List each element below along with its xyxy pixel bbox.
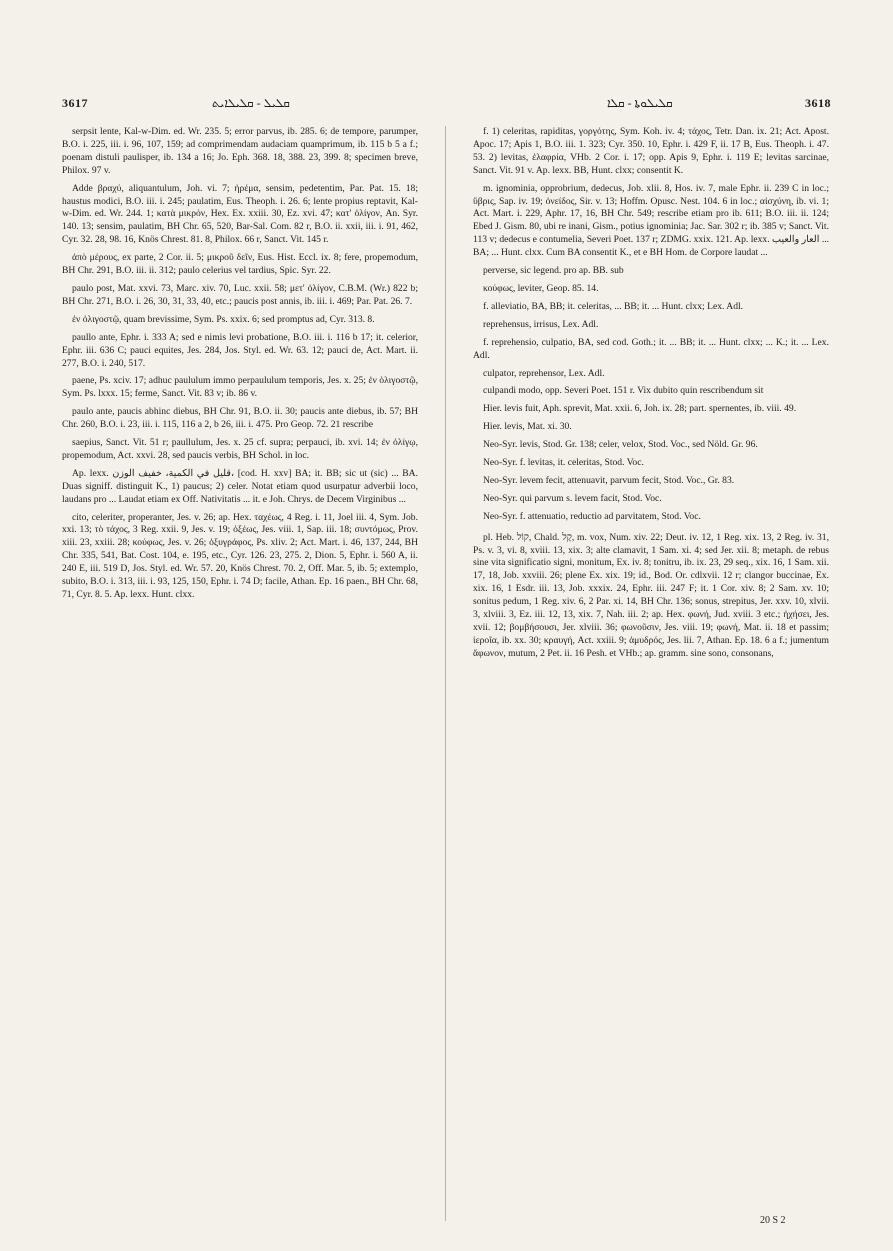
dictionary-entry: f. reprehensio, culpatio, BA, sed cod. Goth.; it. ... BB; it. ... Hunt. clxx; ... K.; it. ... Lex. Adl. <box>473 336 829 361</box>
left-page-number: 3617 <box>62 96 88 110</box>
dictionary-entry: Hier. levis fuit, Aph. sprevit, Mat. xxii. 6, Joh. ix. 28; part. spernentes, ib. viii. 49. <box>483 403 797 415</box>
dictionary-entry: culpator, reprehensor, Lex. Adl. <box>483 367 605 379</box>
right-running-title: ܩܠܝܠܘܬܐ - ܩܠܐ <box>607 96 673 110</box>
dictionary-entry: Hier. levis, Mat. xi. 30. <box>483 421 572 433</box>
dictionary-entry: f. alleviatio, BA, BB; it. celeritas, ... BB; it. ... Hunt. clxx; Lex. Adl. <box>483 300 744 312</box>
right-page-number: 3618 <box>805 96 831 110</box>
dictionary-entry: Neo-Syr. levis, Stod. Gr. 138; celer, velox, Stod. Voc., sed Nöld. Gr. 96. <box>483 439 758 451</box>
dictionary-entry: κούφως, leviter, Geop. 85. 14. <box>483 282 599 294</box>
dictionary-entry: culpandi modo, opp. Severi Poet. 151 r. Vix dubito quin rescribendum sit <box>483 385 764 397</box>
left-column <box>62 126 418 1216</box>
dictionary-entry: Adde βραχύ, aliquantulum, Joh. vi. 7; ἠρέμα, sensim, pedetentim, Par. Pat. 15. 18; haustus modici, B.O. iii. i. 245; paulatim, Eus. Theoph. i. 26. 6; lente propius reptavit, Kal-w-Dim. ed. Wr. 244. 1; κατὰ μικρόν, Hex. Ex. xxiii. 30, Ez. xvi. 47; κατ' ὀλίγον, An. Syr. 140. 13; sensim, paulatim, BH Chr. 65, 520, Bar-Sal. Com. 82 r, B.O. ii. xxii, iii. i. 91, 462, Cyr. 32. 28, 98. 16, Knös Chrest. 81. 8, Philox. 66 r, Sanct. Vit. 145 r. <box>62 182 418 246</box>
dictionary-entry: paulo ante, paucis abhinc diebus, BH Chr. 91, B.O. ii. 30; paucis ante diebus, ib. 57; BH Chr. 260, B.O. i. 23, iii. i. 115, 116 a 2, b 26, iii. i. 475. Pro Geop. 72. 21 rescribe <box>62 406 418 431</box>
dictionary-entry: saepius, Sanct. Vit. 51 r; paullulum, Jes. x. 25 cf. supra; perpauci, ib. xvi. 14; ἐν ὀλίγῳ, propemodum, Act. xxvi. 28, sed paucis verbis, BH Schol. in loc. <box>62 437 418 461</box>
dictionary-entry: Neo-Syr. qui parvum s. levem facit, Stod. Voc. <box>483 492 662 504</box>
dictionary-entry: Neo-Syr. f. levitas, it. celeritas, Stod. Voc. <box>483 457 644 469</box>
right-column <box>473 126 829 1216</box>
dictionary-entry: m. ignominia, opprobrium, dedecus, Job. xlii. 8, Hos. iv. 7, male Ephr. ii. 239 C in loc.; ὕβρις, Sap. iv. 19; ὀνείδος, Sir. v. 13; Hoffm. Opusc. Nest. 104. 6 in loc.; αἰσχύνη, ib. vi. 1; Act. Mart. i. 229, Aphr. 17, 16, BH Chr. 549; rescribe etiam pro ib. 611; B.O. iii. ii. 124; Ebed J. Gism. 80, ubi re inani, Gism., potius ignominia; Jac. Sar. 302 r; ib. 385 v; Sanct. Vit. 113 v; dedecus e contumelia, Severi Poet. 137 r; ZDMG. xxix. 121. Ap. lexx. العار والعيب ... BA; ... Hunt. clxx. Cum BA consentit K., et e BH Hom. de Corpore laudat ... <box>473 182 829 259</box>
dictionary-entry: ἐν ὀλιγοστῷ, quam brevissime, Sym. Ps. xxix. 6; sed promptus ad, Cyr. 313. 8. <box>72 313 375 325</box>
column-divider <box>445 126 446 1221</box>
dictionary-entry: paullo ante, Ephr. i. 333 A; sed e nimis levi probatione, B.O. iii. i. 116 b 17; it. celerior, Ephr. iii. 636 C; pauci equites, Jes. 284, Jos. Styl. ed. Wr. 63. 12; pauci de, Act. Mart. ii. 277, B.O. i. 240, 517. <box>62 331 418 369</box>
page-header <box>62 96 831 114</box>
dictionary-entry: serpsit lente, Kal-w-Dim. ed. Wr. 235. 5; error parvus, ib. 285. 6; de tempore, parumper, B.O. i. 225, iii. i. 96, 107, 159; ad comprimendam audaciam quamprimum, ib. 115 b 5 a f.; poenam distuli paulisper, ib. 134 a 16; Jo. Eph. 368. 18, 388. 23, 399. 8; specimen breve, Philox. 97 v. <box>62 126 418 176</box>
dictionary-entry: reprehensus, irrisus, Lex. Adl. <box>483 318 599 330</box>
dictionary-entry: ἀπὸ μέρους, ex parte, 2 Cor. ii. 5; μικροῦ δεῖν, Eus. Hist. Eccl. ix. 8; fere, propemodum, BH Chr. 291, B.O. iii. ii. 312; paulo celerius vel tardius, Spic. Syr. 22. <box>62 252 418 277</box>
dictionary-entry: Neo-Syr. f. attenuatio, reductio ad parvitatem, Stod. Voc. <box>483 510 701 522</box>
dictionary-entry: f. 1) celeritas, rapiditas, γοργότης, Sym. Koh. iv. 4; τάχος, Tetr. Dan. ix. 21; Act. Apost. Apoc. 17; Apis 1, B.O. iii. 1. 323; Cyr. 350. 10, Ephr. i. 429 F, ii. 17 B, Eus. Theoph. i. 47. 53. 2) levitas, ἐλαφρία, VHb. 2 Cor. i. 17; opp. Apis 9, Ephr. i. 119 E; levitas sarcinae, Sanct. Vit. 91 v. Ap. lexx. BB, Hunt. clxx; consentit K. <box>473 126 829 176</box>
dictionary-entry: Neo-Syr. levem fecit, attenuavit, parvum fecit, Stod. Voc., Gr. 83. <box>483 474 735 486</box>
dictionary-entry: paene, Ps. xciv. 17; adhuc paululum immo perpaululum temporis, Jes. x. 25; ἐν ὀλιγοστῷ, Sym. Ps. lxxx. 15; ferme, Sanct. Vit. 83 v; ib. 86 v. <box>62 375 418 400</box>
signature-mark: 20 S 2 <box>760 1215 786 1226</box>
lexicon-citation: Ap. lexx. قليل في الكمية، خفيف الوزن، [cod. H. xxv] BA; it. BB; sic ut (sic) ... BA. Duas signiff. distinguit K., 1) paucus; 2) celer. Notat etiam quod usurpatur adverbii loco, laudans pro ... Laudat etiam ex Off. Nativitatis ... it. e Joh. Chrys. de Decem Virginibus ... <box>62 467 418 505</box>
dictionary-entry: perverse, sic legend. pro ap. BB. sub <box>483 265 624 277</box>
dictionary-entry: paulo post, Mat. xxvi. 73, Marc. xiv. 70, Luc. xxii. 58; μετ' ὀλίγον, C.B.M. (Wr.) 822 b; BH Chr. 271, B.O. i. 26, 30, 31, 33, 40, etc.; paucis post annis, ib. iii. i. 469; Par. Pat. 26. 7. <box>62 282 418 307</box>
left-running-title: ܩܠܝܠ - ܩܠܝܠܐܝܬ <box>212 96 290 110</box>
dictionary-entry: pl. Heb. קוֹל, Chald. קָל, m. vox, Num. xiv. 22; Deut. iv. 12, 1 Reg. xix. 13, 2 Reg. iv. 31, Ps. v. 3, vi. 8, xviii. 13, xix. 3; alte clamavit, 1 Sam. xi. 4; sed Jer. xii. 8; metaph. de rebus sine vita significatio signi, monitum, Ex. iv. 8; tonitru, ib. ix. 23, 29 seq., xix. 16, 1 Sam. xii. 17, 18, Job. xxviii. 26; plene Ex. xix. 19; id., Bod. Or. cdlxvii. 12 r; clangor buccinae, Ex. xix. 16, 1 Esdr. iii. 13, Job. xxxix. 24, Ephr. iii. 247 F; it. 1 Cor. xiv. 8; 2 Sam. xv. 10; sonitus pedum, 1 Reg. xiv. 6, 2 Par. xi. 14, BH Chr. 136; sonus, strepitus, Jer. xxv. 10, xlvii. 3, xlviii. 3, Ez. iii. 12, 13, xix. 7, Nah. iii. 2; ap. Hex. φωνή, Jud. xviii. 3 etc.; ἠχήσει, Jes. xvii. 12; βομβήσουσι, Jer. xlviii. 36; φωνοῦσιν, Jes. viii. 19; φωνή, Mat. ii. 18 et passim; ἱεροῖα, ib. xx. 30; κραυγή, Act. xxiii. 9; ἀμυδρός, Jes. lii. 7, Athan. Ep. 18. 6 a f.; jumentum ἄφωνον, mutum, 2 Pet. ii. 16 Pesh. et VHb.; ap. gramm. sine sono, consonans, <box>473 531 829 659</box>
dictionary-entry: cito, celeriter, properanter, Jes. v. 26; ap. Hex. ταχέως, 4 Reg. i. 11, Joel iii. 4, Sym. Job. xxi. 13; τὸ τάχος, 3 Reg. xxii. 9, Jes. v. 19; ὀξέως, Jes. viii. 1, Sap. iii. 18; συντόμως, Prov. xiii. 23, xxiii. 28; κούφως, Jes. v. 26; ὀξυγράφος, Ps. xliv. 2; Act. Mart. i. 46, 137, 244, BH Chr. 335, 541, Bat. Cost. 104, e. 195, etc., Cyr. 126. 23, 275. 2, Dion. 5, Ephr. i. 560 A, ii. 240 E, iii. 519 D, Jos. Styl. ed. Wr. 57. 20, Knös Chrest. 70. 2, Off. Mar. 5, ib. 5; extemplo, subito, B.O. i. 313, iii. i. 93, 125, 150, Ephr. i. 74 D; facile, Athan. Ep. 16 paen., BH Chr. 68, 71, Cyr. 8. 5. Ap. lexx. Hunt. clxx. <box>62 511 418 600</box>
